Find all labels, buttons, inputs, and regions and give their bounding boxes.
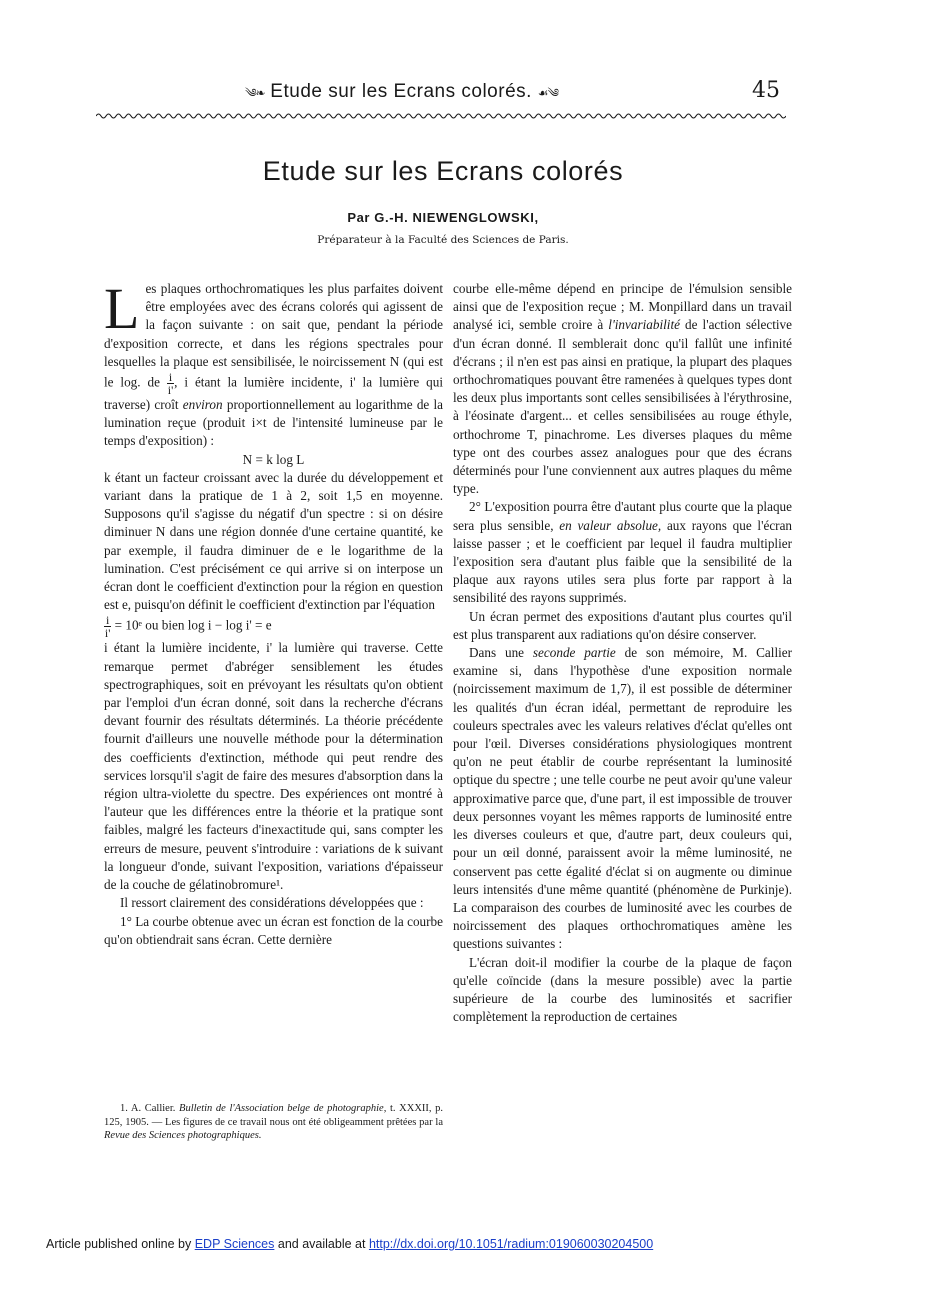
footnote-text: t. XXXII, p. 125, 1905. — Les figures de ce travail nous ont été obligeamment prêtées par la (104, 1103, 444, 1128)
paragraph: L'écran doit-il modifier la courbe de la plaque de façon qu'elle coïncide (dans la mesure possible) avec la partie supérieure de la courbe des luminosités et sacrifier complètement la reproduction de certaines (453, 954, 792, 1025)
page-number: 45 (752, 78, 780, 103)
emphasis-text: environ (182, 397, 223, 413)
left-column (104, 276, 444, 949)
running-head (0, 78, 930, 108)
ornament-right-icon: ☙༄ (537, 86, 558, 100)
equation-1: N = k log L (242, 451, 305, 467)
article-title: Etude sur les Ecrans colorés (262, 156, 624, 186)
paragraph-text: proportionnellement au logarithme de la lumination reçue (produit i×t de l'intensité lumineuse par le temps d'exposition) : (104, 397, 444, 449)
edp-sciences-link[interactable]: EDP Sciences (194, 1237, 275, 1251)
paragraph: i étant la lumière incidente, i' la lumière qui traverse. Cette remarque permet d'abréger sensiblement les études spectrographiques, soit en prévoyant les résultats qu'on obtient par l'emploi d'un écran donné, soit dans la recherche d'écrans devant fournir des résultats déterminés. La théorie précédente fournit d'ailleurs une nouvelle méthode pour la détermination des coefficients d'extinction, méthode qui peut rendre des services lorsqu'il s'agit de faire des mesures d'absorption dans la région ultra-violette du spectre. Des expériences ont montré à l'auteur que les différences entre la théorie et la pratique sont faibles, malgré les facteurs d'inexactitude qui, sans compter les erreurs de mesure, peuvent s'introduire : variations de k suivant la longueur d'onde, suivant l'exposition, variations d'épaisseur de la couche de gélatinobromure¹. (104, 640, 443, 893)
footnote-author: 1. A. Callier. (120, 1103, 176, 1114)
paragraph: Un écran permet des expositions d'autant plus courtes qu'il est plus transparent aux radiations qu'on désire conserver. (453, 608, 792, 642)
running-head-title (245, 80, 558, 114)
fraction: $\frac{i}{i'}$ (104, 613, 111, 641)
running-head-text: Etude sur les Ecrans colorés. (270, 81, 532, 102)
paragraph: Il ressort clairement des considérations développées que : (120, 895, 424, 911)
paragraph-text: es plaques orthochromatiques les plus parfaites doivent être employées avec des écrans colorés qui agissent de la façon suivante : on sait que, pendant la période d'exposition correcte, et dans les régions spectrales pour lesquelles la plaque est sensibilisée, le noircissement N (qui est le log. de (104, 281, 443, 390)
wavy-rule-divider (96, 110, 786, 122)
emphasis-text: l'invariabilité (608, 317, 680, 333)
paragraph: 2° L'exposition pourra être d'autant plus courte que la plaque sera plus sensible, en valeur absolue, aux rayons que l'écran laisse passer ; et le coefficient par lequel il faudra multiplier l'exposition sera d'autant plus faible que la sensibilité de la plaque aux rayons utiles sera plus forte par rapport à la sensibilité des rayons supprimés. (453, 499, 793, 606)
footnote (104, 1102, 443, 1143)
fraction: $\frac{i}{i'}$ (167, 370, 174, 398)
emphasis-text: seconde partie (532, 645, 616, 661)
drop-cap: L (104, 276, 140, 341)
author-affiliation: Préparateur à la Faculté des Sciences de Paris. (317, 234, 569, 246)
right-column (453, 280, 792, 1026)
emphasis-text: en valeur absolue, (559, 517, 662, 533)
paragraph: Dans une seconde partie de son mémoire, M. Callier examine si, dans l'hypothèse d'une exposition normale (noircissement maximum de 1,7), il est possible de déterminer les qualités d'un écran idéal, permettant de reproduire les couleurs spectrales avec les valeurs relatives d'éclat qu'elles ont pour l'œil. Diverses considérations physiologiques montrent qu'on ne peut établir de courbe représentant la luminosité optique du spectre ; une telle courbe ne peut avoir qu'une valeur approximative parce que, d'une part, il est impossible de trouver deux personnes voyant les mêmes rapports de luminosité entre les diverses couleurs et que, d'autre part, deux couleurs qui, pour un œil donné, paraissent avoir la même luminosité, ne conservent pas cette égalité d'éclat si on augmente ou diminue leurs intensités d'une même quantité (phénomène de Purkinje). La comparaison des courbes de luminosité avec les courbes de noircissement des plaques orthochromatiques amène les questions suivantes : (453, 645, 793, 952)
equation-2 (104, 614, 443, 639)
doi-link[interactable]: http://dx.doi.org/10.1051/radium:019060030204500 (368, 1237, 654, 1251)
paragraph: k étant un facteur croissant avec la durée du développement et variant dans la pratique de 1 à 2, soit 1,5 en moyenne. Supposons qu'il s'agisse du négatif d'un spectre : si on désire diminuer N dans une région donnée d'une certaine quantité, ke par exemple, il faudra diminuer de e le logarithme de la lumination. C'est précisément ce qui arrive si on interpose un écran dont le coefficient d'extinction pour la région en question est e, puisqu'on définit le coefficient d'extinction par l'équation (104, 469, 443, 613)
author-byline: Par G.-H. NIEWENGLOWSKI, (347, 210, 539, 225)
paragraph: courbe elle-même dépend en principe de l'émulsion sensible ainsi que de l'exposition reçue ; M. Monpillard dans un travail analysé ici, semble croire à l'invariabilité de l'action sélective d'un écran donné. Il semblerait donc qu'il fallût une infinité d'écrans ; il n'en est pas ainsi en pratique, la plupart des plaques orthochromatiques pouvant être ramenées à quelques types dont les deux plus importants sont celles sensibilisées à l'érythrosine, à l'éosinate d'argent... et celles sensibilisées au rouge éthyle, orthochrome T, pinachrome. Les diverses plaques du même type ont des courbes assez analogues pour que des écrans déterminés pour l'une conviennent aux autres plaques du même type. (453, 281, 792, 497)
equation-text: = 10ᵉ ou bien log i − log i' = e (114, 617, 272, 633)
publisher-footer: Article published online by EDP Sciences and available at http://dx.doi.org/10.1051/radium:019060030204500 (46, 1237, 654, 1251)
ornament-left-icon: ༄❧ (245, 86, 265, 100)
paragraph-text: i étant la lumière incidente, i' la lumière qui traverse) croît (104, 374, 443, 413)
footnote-journal: Bulletin de l'Association belge de photographie, (179, 1103, 387, 1114)
paragraph: 1° La courbe obtenue avec un écran est fonction de la courbe qu'on obtiendrait sans écran. Cette dernière (104, 913, 443, 947)
footnote-journal: Revue des Sciences photographiques. (104, 1130, 262, 1141)
paragraph: Les plaques orthochromatiques les plus parfaites doivent être employées avec des écrans colorés qui agissent de la façon suivante : on sait que, pendant la période d'exposition correcte, et dans les régions spectrales pour lesquelles la plaque est sensibilisée, le noircissement N (qui est le log. de $\frac{i}{i'}$ , i étant la lumière incidente, i' la lumière qui traverse) croît environ proportionnellement au logarithme de la lumination reçue (produit i×t de l'intensité lumineuse par le temps d'exposition) : (104, 276, 444, 449)
